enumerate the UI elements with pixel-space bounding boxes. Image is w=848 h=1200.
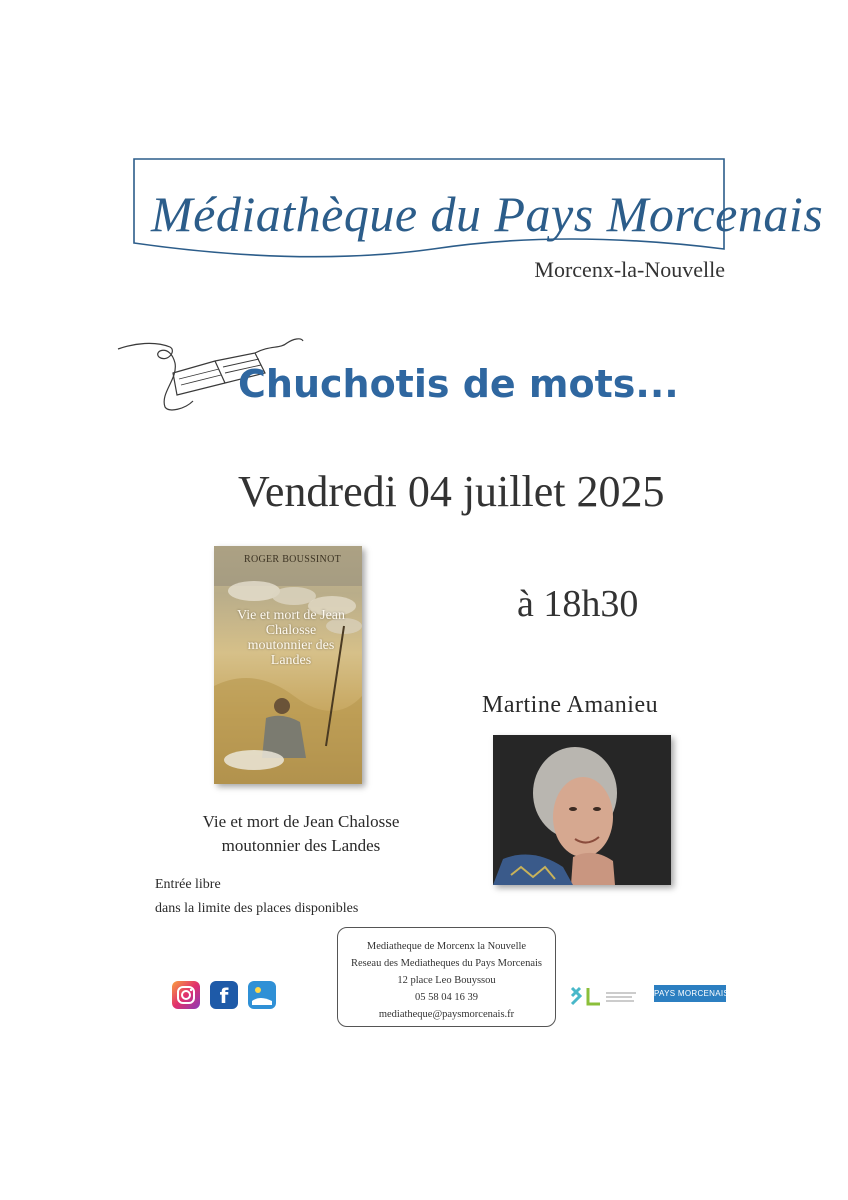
book-cover-author: ROGER BOUSSINOT xyxy=(244,554,342,565)
header-banner xyxy=(133,157,824,285)
event-date: Vendredi 04 juillet 2025 xyxy=(238,467,665,516)
contact-name: Mediatheque de Morcenx la Nouvelle xyxy=(366,941,527,952)
event-title: Chuchotis de mots... xyxy=(238,362,679,406)
contact-email: mediatheque@paysmorcenais.fr xyxy=(378,1009,515,1020)
library-title: Médiathèque du Pays Morcenais xyxy=(151,186,824,242)
book-caption xyxy=(160,810,442,858)
book-cover-title: Vie et mort de Jean Chalosse moutonnier des Landes xyxy=(236,608,345,668)
speaker-portrait xyxy=(493,735,671,885)
library-location: Morcenx-la-Nouvelle xyxy=(534,257,725,282)
xl-partner-logo xyxy=(570,985,640,1011)
pays-morcenais-logo: PAYS MORCENAIS xyxy=(654,985,726,1002)
speaker-name: Martine Amanieu xyxy=(482,692,659,718)
contact-network: Reseau des Mediatheques du Pays Morcenais xyxy=(351,958,542,969)
event-time: à 18h30 xyxy=(517,583,639,625)
book-cover-image xyxy=(214,546,362,784)
entry-limit: dans la limite des places disponibles xyxy=(155,901,359,916)
instagram-icon[interactable] xyxy=(172,981,200,1009)
facebook-icon[interactable]: f xyxy=(210,981,238,1009)
contact-address: 12 place Leo Bouyssou xyxy=(397,975,496,986)
entry-free: Entrée libre xyxy=(155,877,221,892)
contact-box xyxy=(337,927,556,1027)
entry-info xyxy=(155,873,358,921)
website-icon[interactable] xyxy=(248,981,276,1009)
book-caption-line2: moutonnier des Landes xyxy=(221,836,381,855)
book-caption-line1: Vie et mort de Jean Chalosse xyxy=(202,812,400,831)
contact-phone: 05 58 04 16 39 xyxy=(415,992,478,1003)
